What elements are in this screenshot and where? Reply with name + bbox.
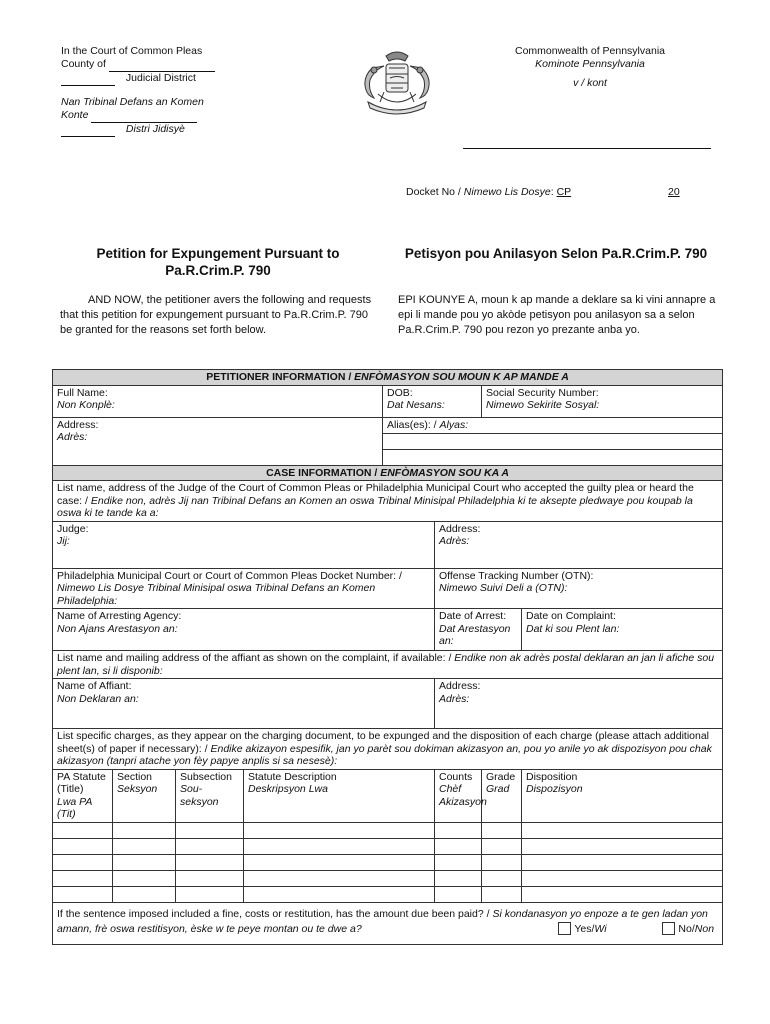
ssn-field[interactable]: Social Security Number: Nimewo Sekirite Sosyal: <box>482 385 723 417</box>
creole-county-field[interactable] <box>91 109 197 123</box>
charge-row[interactable] <box>53 886 723 902</box>
fine-paid-options: Yes/Wi No/Non <box>558 922 714 937</box>
fine-paid-question: If the sentence imposed included a fine, costs or restitution, has the amount due been paid? / Si kondanasyon yo enpoze a te gen ladan yon amann, frè oswa restitisyon, èske w te peye montan ou te dwe a? Yes/Wi No/Non <box>53 902 723 944</box>
col-counts: Counts Chèf Akizasyon <box>435 769 482 822</box>
intro-creole: EPI KOUNYE A, moun k ap mande a deklare sa ki vini annapre a epi li mande pou yo akòde petisyon pou anilasyon sa a selon Pa.R.Crim.P. 790 pou rezon yo prezante anba yo. <box>398 294 716 336</box>
charges-header-row <box>53 769 723 822</box>
creole-county-line: Konte <box>61 109 215 123</box>
petitioner-address-field[interactable]: Address: Adrès: <box>53 417 383 465</box>
title-english: Petition for Expungement Pursuant to Pa.R.Crim.P. 790 <box>96 246 340 278</box>
docket-cp[interactable]: CP <box>556 186 572 198</box>
charge-row[interactable] <box>53 822 723 838</box>
title-creole: Petisyon pou Anilasyon Selon Pa.R.Crim.P. 790 <box>404 246 708 261</box>
commonwealth-creole-label: Kominote Pennsylvania <box>535 58 645 70</box>
affiant-name-field[interactable]: Name of Affiant: Non Deklaran an: <box>53 679 435 729</box>
creole-court-line: Nan Tribinal Defans an Komen <box>61 96 204 108</box>
county-line: County of <box>61 58 215 72</box>
charge-row[interactable] <box>53 854 723 870</box>
col-disposition: Disposition Dispozisyon <box>522 769 723 822</box>
arresting-agency-field[interactable]: Name of Arresting Agency: Non Ajans Arestasyon an: <box>53 609 435 651</box>
col-subsection: Subsection Sou-seksyon <box>176 769 244 822</box>
dob-field[interactable]: DOB: Dat Nesans: <box>383 385 482 417</box>
arrest-date-field[interactable]: Date of Arrest: Dat Arestasyon an: <box>435 609 522 651</box>
charges-instruction: List specific charges, as they appear on the charging document, to be expunged and the disposition of each charge (please attach additional sheet(s) of paper if necessary): / Endike akizayon espesifik, jan yo parèt sou dokiman akizasyon an, pou yo anile yo ak dispozisyon pou chak akizasyon (tanpri atache yon fèy papye anplis si sa nesesè): <box>53 729 723 770</box>
judge-address-field[interactable]: Address: Adrès: <box>435 521 723 568</box>
petitioner-section-heading: PETITIONER INFORMATION / ENFÒMASYON SOU MOUN K AP MANDE A <box>53 370 723 386</box>
charge-row[interactable] <box>53 870 723 886</box>
alias-line-3[interactable] <box>383 449 723 465</box>
case-section-heading: CASE INFORMATION / ENFÒMASYON SOU KA A <box>53 465 723 481</box>
affiant-instruction: List name and mailing address of the affiant as shown on the complaint, if available: / Endike non ak adrès postal deklaran an jan li afiche sou plent lan, si li disponib: <box>53 651 723 679</box>
judge-instruction: List name, address of the Judge of the Court of Common Pleas or Philadelphia Municipal Court who accepted the guilty plea or heard the case: / Endike non, adrès Jij nan Tribinal Defans an Komen an oswa Tribinal Minisipal Philadelphia ki te aksepte pledwaye pou koupab la oswa ki te tande ka a: <box>53 481 723 522</box>
district-field[interactable] <box>61 72 115 86</box>
docket-number-line: Docket No / Nimewo Lis Dosye: CP <box>406 186 572 198</box>
court-docket-number-field[interactable]: Philadelphia Municipal Court or Court of Common Pleas Docket Number: / Nimewo Lis Dosye Tribinal Minisipal oswa Tribinal Defans an Komen Philadelphia: <box>53 568 435 609</box>
alias-line-2[interactable] <box>383 433 723 449</box>
otn-field[interactable]: Offense Tracking Number (OTN): Nimewo Suivi Deli a (OTN): <box>435 568 723 609</box>
district-line: Judicial District <box>61 72 215 86</box>
col-pa-statute: PA Statute (Title) Lwa PA (Tit) <box>53 769 113 822</box>
county-field[interactable] <box>109 58 215 72</box>
charge-row[interactable] <box>53 838 723 854</box>
affiant-address-field[interactable]: Address: Adrès: <box>435 679 723 729</box>
col-statute-description: Statute Description Deskripsyon Lwa <box>244 769 435 822</box>
full-name-field[interactable]: Full Name: Non Konplè: <box>53 385 383 417</box>
col-section: Section Seksyon <box>113 769 176 822</box>
defendant-name-line[interactable] <box>463 148 711 149</box>
creole-district-line: Distri Jidisyè <box>61 123 215 137</box>
no-checkbox[interactable] <box>662 922 675 935</box>
alias-field[interactable]: Alias(es): / Alyas: <box>383 417 723 433</box>
yes-checkbox[interactable] <box>558 922 571 935</box>
court-header-right <box>480 45 700 90</box>
judge-field[interactable]: Judge: Jij: <box>53 521 435 568</box>
versus-label: v / kont <box>573 77 607 89</box>
commonwealth-label: Commonwealth of Pennsylvania <box>515 45 665 57</box>
court-line: In the Court of Common Pleas <box>61 45 203 57</box>
col-grade: Grade Grad <box>482 769 522 822</box>
pennsylvania-seal-icon <box>356 48 438 118</box>
expungement-form-table <box>52 369 723 945</box>
court-header-left <box>61 45 215 137</box>
docket-year[interactable]: 20 <box>668 186 680 198</box>
creole-district-field[interactable] <box>61 123 115 137</box>
complaint-date-field[interactable]: Date on Complaint: Dat ki sou Plent lan: <box>522 609 723 651</box>
intro-english: AND NOW, the petitioner avers the following and requests that this petition for expungement pursuant to Pa.R.Crim.P. 790 be granted for the reasons set forth below. <box>60 294 372 336</box>
